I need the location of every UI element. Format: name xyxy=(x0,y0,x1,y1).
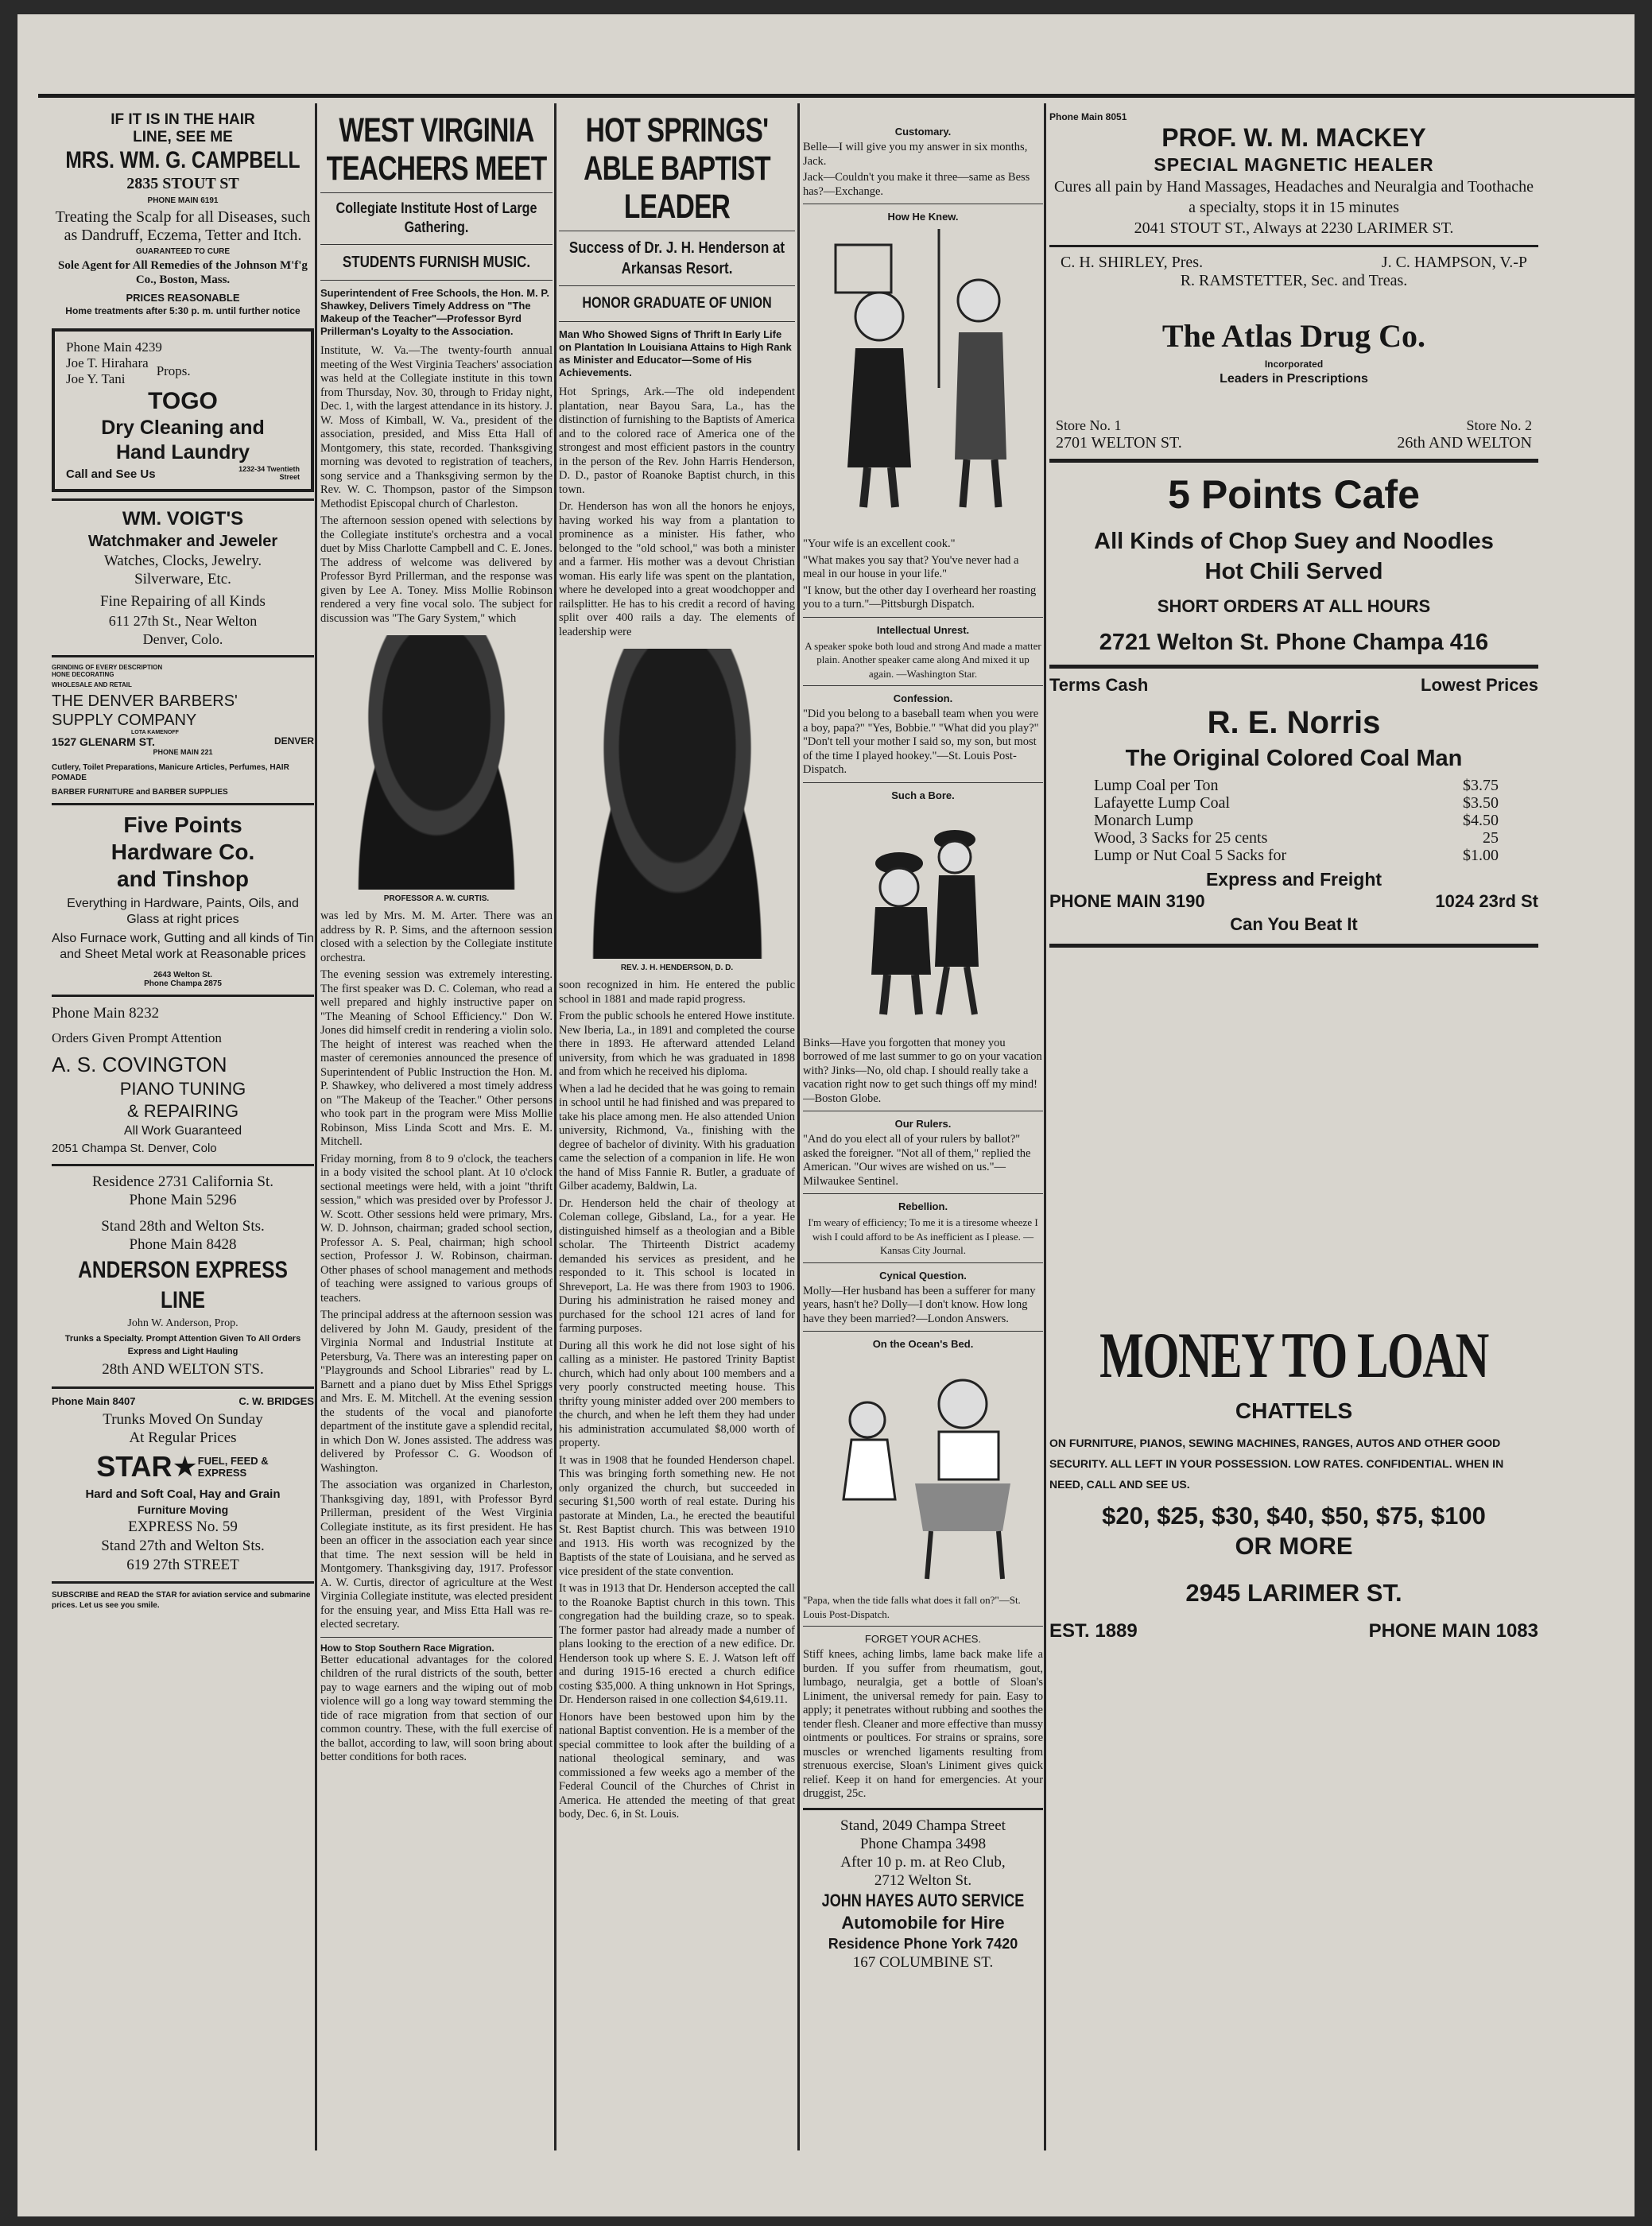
ad-bridges xyxy=(52,1395,314,1575)
ad-line: Watches, Clocks, Jewelry. xyxy=(103,553,262,569)
joke-text: "And do you elect all of your rulers by ballot?" asked the foreigner. "Not all of them," replied the American. "Our wives are wished on us."—Milwaukee Sentinel. xyxy=(803,1133,1031,1188)
article-subhead: How to Stop Southern Race Migration. xyxy=(320,1642,494,1654)
ad-line: Trunks Moved On Sunday xyxy=(103,1411,263,1428)
price-item-price: $4.50 xyxy=(1463,812,1499,829)
ad-address: 2835 STOUT ST xyxy=(126,175,239,192)
ad-body: Also Furnace work, Gutting and all kinds of Tin and Sheet Metal work at Reasonable prices xyxy=(52,932,314,961)
ad-line: 619 27th STREET xyxy=(126,1557,239,1573)
joke-heading: Rebellion. xyxy=(898,1200,948,1212)
ad-body: ON FURNITURE, PIANOS, SEWING MACHINES, RANGES, AUTOS AND OTHER GOOD SECURITY. ALL LEFT IN YOUR POSSESSION. LOW RATES. CONFIDENTIAL. WHEN IN NEED, CALL AND SEE US. xyxy=(1049,1437,1504,1491)
price-row xyxy=(1049,777,1538,794)
ad-atlas xyxy=(1049,254,1538,452)
ad-line: Denver, Colo. xyxy=(142,631,223,647)
joke-heading: On the Ocean's Bed. xyxy=(872,1338,974,1350)
article-summary: Superintendent of Free Schools, the Hon. M. P. Shawkey, Delivers Timely Address on "The Makeup of the Teacher"—Professor Byrd Prillerman's Loyalty to the Association. xyxy=(320,287,549,337)
ad-anderson xyxy=(52,1173,314,1380)
ad-line: HONE DECORATING xyxy=(52,671,114,678)
ad-line: Hot Chili Served xyxy=(1204,559,1383,584)
ad-call: Call and See Us xyxy=(66,467,156,481)
cartoon-image xyxy=(820,808,1026,1030)
ad-title: Watchmaker and Jeweler xyxy=(87,533,278,550)
ad-name: JOHN HAYES AUTO SERVICE xyxy=(821,1890,1025,1910)
ad-proprietor: Joe Y. Tani xyxy=(66,371,126,386)
ad-loan xyxy=(1049,1320,1538,1642)
joke-text: "Did you belong to a baseball team when you were a boy, papa?" "Yes, Bobbie." "What did you play?" "Don't tell your mother I said so, my son, but most of the time I played hookey."—St. Louis Post-Dispatch. xyxy=(803,708,1039,776)
ad-incorporated: Incorporated xyxy=(1264,359,1324,370)
ad-name: A. S. COVINGTON xyxy=(52,1053,227,1076)
ad-line: Silverware, Etc. xyxy=(134,571,231,588)
article-paragraph: Honors have been bestowed upon him by the national Baptist convention. He is a member of the special committee to look after the building of a national theological seminary, and was commissioned a few weeks ago a member of the Federal Council of the Churches of Christ in America. He attended the meeting of that great body, Dec. 6, in St. Louis. xyxy=(559,1710,795,1821)
ad-name: MRS. WM. G. CAMPBELL xyxy=(65,147,301,173)
joke-heading: FORGET YOUR ACHES. xyxy=(864,1633,982,1645)
ad-barbers xyxy=(52,664,314,797)
ad-phone: Phone Main 4239 xyxy=(66,339,162,355)
price-list xyxy=(1049,777,1538,864)
ad-star: STAR xyxy=(96,1450,173,1483)
price-item-name: Lump or Nut Coal 5 Sacks for xyxy=(1094,847,1287,864)
ad-home: Home treatments after 5:30 p. m. until further notice xyxy=(65,305,301,316)
price-item-name: Wood, 3 Sacks for 25 cents xyxy=(1094,829,1268,847)
ad-line: Stand, 2049 Champa Street xyxy=(840,1817,1006,1834)
ad-owner: LOTA KAMENOFF xyxy=(131,730,179,735)
column-ads-right xyxy=(1049,111,1538,2154)
ad-terms: Terms Cash xyxy=(1049,675,1149,695)
article-paragraph: During all this work he did not lose sight of his calling as a minister. He pastored Trinity Baptist church, which had only about 100 members and a very poorly constructed meeting house. This thrifty young minister added over 200 members to the church, and when he left them they had under his administration accumulated $8,000 worth of property. xyxy=(559,1339,795,1449)
price-item-price: $3.75 xyxy=(1463,777,1499,794)
subscribe-notice: SUBSCRIBE and READ the STAR for aviation service and submarine prices. Let us see you smile. xyxy=(52,1591,311,1610)
price-item-price: $1.00 xyxy=(1463,847,1499,864)
ad-body: Cures all pain by Hand Massages, Headaches and Neuralgia and Toothache a specialty, stops it in 15 minutes xyxy=(1053,178,1534,216)
article-paragraph: Friday morning, from 8 to 9 o'clock, the teachers in a body visited the school plant. At 10 o'clock sectional meetings were held, with a joint "thrift session," which was presided over by Professor J. W. Scott. Other sessions held were primary, Mrs. W. D. Johnson, chairman; graded school section, Professor A. S. Peal, chairman; high school section, Professor J. W. Robinson, chairman. Other phases of school management and methods of teaching were assigned to various groups of teachers. xyxy=(320,1152,553,1305)
joke-heading: Our Rulers. xyxy=(894,1118,952,1130)
price-row xyxy=(1049,847,1538,864)
article-deck: Success of Dr. J. H. Henderson at Arkansas Resort. xyxy=(568,239,785,277)
article-summary: Man Who Showed Signs of Thrift In Early Life on Plantation In Louisiana Attains to High Rank as Minister and Educator—Some of His Achievements. xyxy=(559,328,792,378)
ad-line: After 10 p. m. at Reo Club, xyxy=(840,1853,1006,1871)
top-rule xyxy=(38,94,1635,98)
ad-phone: PHONE MAIN 1083 xyxy=(1368,1620,1538,1642)
ad-name: Hardware Co. xyxy=(111,840,255,864)
ad-line: Phone Main 5296 xyxy=(129,1192,237,1208)
ad-line: Residence 2731 California St. xyxy=(92,1173,273,1190)
column-humor xyxy=(803,119,1043,2154)
ad-line: BARBER FURNITURE and BARBER SUPPLIES xyxy=(52,788,228,797)
ad-name: 5 Points Cafe xyxy=(1168,472,1420,517)
article-paragraph: From the public schools he entered Howe institute. New Iberia, La., in 1891 and completed the course there in 1893. He afterward attended Leland university, from which he was graduated in 1898 and from which he received his diploma. xyxy=(559,1010,795,1078)
joke-text: "I know, but the other day I overheard her roasting you to a turn."—Pittsburgh Dispatch. xyxy=(803,584,1037,611)
ad-phone: Phone Main 8232 xyxy=(52,1005,160,1022)
ad-name: Five Points xyxy=(123,812,242,837)
portrait-caption: PROFESSOR A. W. CURTIS. xyxy=(383,894,490,903)
ad-line: Express and Light Hauling xyxy=(127,1347,238,1356)
ad-amounts: $20, $25, $30, $40, $50, $75, $100 xyxy=(1102,1502,1486,1530)
ad-cafe xyxy=(1049,469,1538,658)
ad-norris xyxy=(1049,675,1538,937)
ad-est: EST. 1889 xyxy=(1049,1620,1138,1642)
cartoon-drawing xyxy=(820,1356,1026,1587)
ad-covington xyxy=(52,1003,314,1158)
article-paragraph: When a lad he decided that he was going to remain in school until he had finished and was prepared to take his place among men. He also attended Union university, Richmond, Va., finishing with the degree of bachelor of divinity. With his graduation came the selection of a companion in life. He won the hand of Miss Fannie R. Butler, a graduate of Gilber academy, Baldwin, La. xyxy=(559,1082,795,1192)
article-headline: WEST VIRGINIA TEACHERS MEET xyxy=(326,111,547,188)
ad-line: Hard and Soft Coal, Hay and Grain xyxy=(85,1487,281,1501)
ad-officer: R. RAMSTETTER, Sec. and Treas. xyxy=(1180,272,1408,289)
ad-phone: PHONE MAIN 6191 xyxy=(147,196,219,205)
ad-props: Props. xyxy=(156,363,191,378)
ad-phone: Phone Main 8407 xyxy=(52,1395,136,1407)
article-paragraph: It was in 1913 that Dr. Henderson accepted the call to the Roanoke Baptist church in this town. This congregation had the building craze, so to speak. The former pastor had already made a number of plans looking to the erection of a new edifice. Dr. Henderson took up where S. E. J. Watson left off and during 1915-16 erected a church edifice costing $35,000. A thing unknown in Hot Springs, Dr. Henderson raised in one collection $4,619.11. xyxy=(559,1582,795,1706)
article-west-virginia xyxy=(320,111,553,2154)
ad-city: DENVER xyxy=(273,735,314,747)
article-paragraph: The afternoon session opened with selections by the Collegiate institute's orchestra and a vocal duet by Miss Charlotte Campbell and C. E. Jones. The address of welcome was delivered by Professor Byrd Prillerman, and the response was given by Lee A. Toney. Miss Mollie Robinson rendered a very fine vocal solo. The subject for discussion was "The Gary System," which xyxy=(320,514,553,625)
ad-store-address: 2701 WELTON ST. xyxy=(1056,434,1182,452)
ad-name: TOGO xyxy=(148,388,218,414)
ad-address: 1527 GLENARM ST. xyxy=(52,735,155,748)
ad-line: Orders Given Prompt Attention xyxy=(52,1030,222,1045)
ad-title: MONEY TO LOAN xyxy=(1099,1319,1488,1391)
ad-phone: Phone Main 8051 xyxy=(1049,111,1127,122)
ad-line: CHATTELS xyxy=(1235,1398,1353,1423)
joke-text: Belle—I will give you my answer in six months, Jack. xyxy=(803,141,1028,168)
ad-line: 2712 Welton St. xyxy=(874,1871,972,1889)
ad-store: Store No. 1 xyxy=(1056,417,1122,433)
joke-text: Stiff knees, aching limbs, lame back make life a burden. If you suffer from rheumatism, gout, lumbago, neuralgia, get a bottle of Sloan's Liniment, the universal remedy for pain. Easy to apply; it penetrates without rubbing and soothes the tender flesh. Cleaner and more effective than mussy ointments or poultices. For strains or sprains, sore muscles or wrenched ligaments resulting from strenuous exercise, Sloan's Liniment gives quick relief. Keep it on hand for emergencies. At your druggist, 25c. xyxy=(803,1648,1043,1800)
cartoon-drawing xyxy=(820,229,1026,531)
joke-heading: Intellectual Unrest. xyxy=(876,623,970,636)
ad-name: PROF. W. M. MACKEY xyxy=(1161,123,1426,152)
price-item-name: Monarch Lump xyxy=(1094,812,1193,829)
star-icon: ★ xyxy=(172,1450,198,1483)
ad-line: SHORT ORDERS AT ALL HOURS xyxy=(1157,596,1431,616)
ad-hardware xyxy=(52,812,314,988)
ad-line: Stand 27th and Welton Sts. xyxy=(101,1538,265,1554)
joke-heading: Customary. xyxy=(894,126,952,138)
ad-togo xyxy=(52,328,314,492)
ad-line: Stand 28th and Welton Sts. xyxy=(101,1218,265,1235)
portrait-image xyxy=(337,635,536,890)
article-paragraph: Dr. Henderson has won all the honors he enjoys, having worked his way from a plantation to prominence as a minister. His father, who belonged to the "old school," was both a minister and a farmer. His mother was a devout Christian woman. His early life was spent on the plantation, where he developed into a great woodchopper and railsplitter. He has to his credit a record of having split over 400 rails a day. The elements of leadership were xyxy=(559,500,795,638)
column-rule xyxy=(554,103,556,2150)
ad-line: All Kinds of Chop Suey and Noodles xyxy=(1094,529,1494,554)
ad-proprietor: Joe T. Hirahara xyxy=(66,355,149,370)
article-hot-springs xyxy=(559,111,795,2154)
joke-text: Molly—Her husband has been a sufferer for many years, hasn't he? Dolly—I don't know. How long have they been married?—London Answers. xyxy=(803,1284,1036,1325)
column-ads-left xyxy=(52,111,314,2154)
ad-name: R. E. Norris xyxy=(1207,705,1381,740)
joke-text: "What makes you say that? You've never had a meal in our house in your life." xyxy=(803,553,1019,580)
ad-line: IF IT IS IN THE HAIR xyxy=(111,111,255,128)
cartoon-image xyxy=(820,1356,1026,1587)
joke-heading: Cynical Question. xyxy=(879,1269,967,1282)
ad-line: Dry Cleaning and xyxy=(101,417,265,439)
ad-name: and Tinshop xyxy=(117,867,249,891)
ad-officer: C. H. SHIRLEY, Pres. xyxy=(1061,254,1204,271)
ad-prices: PRICES REASONABLE xyxy=(126,292,240,304)
portrait-image xyxy=(570,649,785,959)
joke-text: "Papa, when the tide falls what does it fall on?"—St. Louis Post-Dispatch. xyxy=(803,1594,1021,1620)
ad-name: The Atlas Drug Co. xyxy=(1161,318,1426,354)
ad-body: Treating the Scalp for all Diseases, such as Dandruff, Eczema, Tetter and Itch. xyxy=(55,208,311,244)
article-deck: HONOR GRADUATE OF UNION xyxy=(582,295,772,312)
ad-line: LINE, SEE ME xyxy=(133,129,233,145)
ad-address: 2945 LARIMER ST. xyxy=(1185,1579,1402,1607)
ad-store-address: 26th AND WELTON xyxy=(1397,434,1532,452)
ad-title: The Original Colored Coal Man xyxy=(1125,746,1463,771)
portrait-caption: REV. J. H. HENDERSON, D. D. xyxy=(620,964,734,972)
ad-line: OR MORE xyxy=(1235,1532,1353,1560)
price-row xyxy=(1049,794,1538,812)
article-paragraph: It was in 1908 that he founded Henderson chapel. This was bringing forth something new. He not only organized the church, but succeeded in securing $1,500 worth of real estate. During his pastorate at Minden, La., he erected the beautiful St. Rest Baptist church. This was between 1910 and 1913. His worth was recognized by the Baptists of the state of Louisiana, and he served as vice president of the state convention. xyxy=(559,1453,795,1578)
joke-text: Jack—Couldn't you make it three—same as Bess has?—Exchange. xyxy=(803,171,1030,198)
ad-line: Hand Laundry xyxy=(115,441,250,463)
joke-heading: Confession. xyxy=(893,692,953,704)
ad-phone: PHONE MAIN 221 xyxy=(153,748,213,756)
ad-name: THE DENVER BARBERS' xyxy=(52,692,238,710)
ad-line: 2721 Welton St. Phone Champa 416 xyxy=(1099,630,1489,655)
ad-title: SPECIAL MAGNETIC HEALER xyxy=(1154,154,1434,175)
ad-line: PIANO TUNING xyxy=(119,1079,246,1099)
cartoon-image xyxy=(820,229,1026,531)
ad-address: 1232-34 Twentieth Street xyxy=(238,465,300,481)
ad-voigt xyxy=(52,507,314,649)
column-rule xyxy=(315,103,317,2150)
ad-agent: Sole Agent for All Remedies of the Johnson M'f'g Co., Boston, Mass. xyxy=(58,259,308,286)
ad-line: Phone Main 8428 xyxy=(129,1236,237,1253)
ad-address: 167 COLUMBINE ST. xyxy=(852,1953,994,1971)
article-paragraph: Dr. Henderson held the chair of theology at Coleman college, Gibsland, La., for a year. He distinguished himself as a theologian and a Bible scholar. The Thirteenth District academy demanded his services as president, and he responded to it. This school is located in Shreveport, La. He was there from 1903 to 1906. During his administration he raised money and purchased for the school 121 acres of land for farming purposes. xyxy=(559,1196,795,1335)
ad-prop: John W. Anderson, Prop. xyxy=(127,1317,238,1329)
article-deck: STUDENTS FURNISH MUSIC. xyxy=(342,254,531,271)
price-row xyxy=(1049,812,1538,829)
ad-mackey xyxy=(1049,111,1538,238)
ad-address: 2643 Welton St. xyxy=(153,971,212,979)
ad-name: C. W. BRIDGES xyxy=(238,1395,314,1407)
ad-prices: Lowest Prices xyxy=(1421,675,1538,695)
ad-body: Everything in Hardware, Paints, Oils, and Glass at right prices xyxy=(67,897,299,926)
ad-campbell xyxy=(52,111,314,317)
joke-heading: How He Knew. xyxy=(887,211,959,223)
ad-line: At Regular Prices xyxy=(129,1429,237,1446)
ad-hayes xyxy=(803,1817,1043,1972)
article-deck: Collegiate Institute Host of Large Gathering. xyxy=(335,200,537,236)
ad-officer: J. C. HAMPSON, V.-P xyxy=(1381,254,1527,271)
ad-line: GRINDING OF EVERY DESCRIPTION xyxy=(52,664,163,671)
ad-phone: Phone Champa 3498 xyxy=(859,1835,987,1852)
joke-text: Binks—Have you forgotten that money you borrowed of me last summer to go on your vacation with? Jinks—No, old chap. I should really take a vacation right now to get such things off my mind!—Boston Globe. xyxy=(803,1036,1042,1105)
ad-line: Can You Beat It xyxy=(1230,914,1358,934)
column-rule xyxy=(797,103,800,2150)
joke-heading: Such a Bore. xyxy=(891,789,955,801)
ad-line: Trunks a Specialty. Prompt Attention Given To All Orders xyxy=(64,1334,301,1344)
ad-line: Cutlery, Toilet Preparations, Manicure Articles, Perfumes, HAIR POMADE xyxy=(52,763,289,782)
ad-address: 2041 STOUT ST., Always at 2230 LARIMER ST. xyxy=(1134,219,1454,237)
article-paragraph: Better educational advantages for the colored children of the rural districts of the south, better pay to wage earners and the wiping out of mob violence will go a long way toward stemming the tide of race migration from that section of our common country. These, with the full exercise of the ballot, according to law, will soon bring about better conditions for both races. xyxy=(320,1653,553,1763)
ad-line: EXPRESS No. 59 xyxy=(128,1518,238,1535)
article-paragraph: soon recognized in him. He entered the public school in 1881 and made rapid progress. xyxy=(559,979,795,1006)
ad-line: Express and Freight xyxy=(1205,869,1382,890)
ad-line: & REPAIRING xyxy=(126,1101,239,1121)
ad-address: 2051 Champa St. Denver, Colo xyxy=(52,1142,217,1155)
column-rule xyxy=(1044,103,1046,2150)
ad-line: Furniture Moving xyxy=(137,1503,229,1516)
ad-phone: Phone Champa 2875 xyxy=(144,979,222,988)
ad-name: SUPPLY COMPANY xyxy=(52,712,197,729)
price-item-price: $3.50 xyxy=(1463,794,1499,812)
ad-line: All Work Guaranteed xyxy=(123,1124,242,1138)
ad-line: Residence Phone York 7420 xyxy=(828,1935,1018,1952)
joke-text: I'm weary of efficiency; To me it is a tiresome wheeze I wish I could afford to be As inefficient as I please. —Kansas City Journal. xyxy=(808,1216,1038,1256)
price-item-name: Lump Coal per Ton xyxy=(1094,777,1219,794)
ad-guarantee: GUARANTEED TO CURE xyxy=(135,247,231,256)
ad-line: WHOLESALE AND RETAIL xyxy=(52,681,132,688)
ad-name: WM. VOIGT'S xyxy=(122,508,244,529)
price-row xyxy=(1049,829,1538,847)
joke-text: A speaker spoke both loud and strong And made a matter plain. Another speaker came along And mixed it up again. —Washington Star. xyxy=(805,639,1041,680)
ad-store: Store No. 2 xyxy=(1466,417,1532,433)
ad-line: 28th AND WELTON STS. xyxy=(102,1361,264,1378)
joke-text: "Your wife is an excellent cook." xyxy=(803,537,956,550)
article-paragraph: The evening session was extremely interesting. The first speaker was D. C. Coleman, who read a well prepared and highly instructive paper on "The Meaning of School Efficiency." Don W. Jones did himself credit in rendering a violin solo. The height of interest was reached when the master of ceremonies announced the presence of Superintendent of Public Instruction the Hon. M. P. Shawkey, who delivered a most timely address on "The Makeup of the Teacher." Other persons who took part in the program were Miss Mollie Robinson, Miss Linda Scott and Mrs. E. M. Mitchell. xyxy=(320,968,553,1148)
ad-name: ANDERSON EXPRESS LINE xyxy=(78,1257,288,1313)
article-paragraph: Hot Springs, Ark.—The old independent plantation, near Bayou Sara, La., has the distinction of furnishing to the Baptists of America and to the colored race of America one of the strongest and most efficient pastors in the country in the person of the Rev. John Harris Henderson, D. D., pastor of Roanoke Baptist church, in this town. xyxy=(559,386,795,496)
ad-address: 1024 23rd St xyxy=(1435,891,1538,911)
price-item-name: Lafayette Lump Coal xyxy=(1094,794,1231,812)
ad-fuel: FUEL, FEED & EXPRESS xyxy=(197,1455,269,1479)
ad-line: 611 27th St., Near Welton xyxy=(108,613,258,629)
ad-line: Fine Repairing of all Kinds xyxy=(100,593,266,610)
article-paragraph: The principal address at the afternoon session was delivered by John M. Gaudy, president of the Virginia Normal and Industrial Institute at Petersburg, Va. There was an interesting paper on "Playgrounds and School Libraries" read by L. Barnett and a piano duet by Miss Ethel Spriggs and Mrs. E. M. Mitchell. At the evening session the students of the vocal and pianoforte department of the institute gave a splendid recital, in which Don W. Jones assisted. The address was delivered by Professor C. G. Woodson of Washington. xyxy=(320,1309,553,1475)
article-paragraph: The association was organized in Charleston, Thanksgiving day, 1891, with Professor Byrd Prillerman, president of the West Virginia Collegiate institute, as its first president. He has been an officer in the association each year since that time. The next session will be held in Montgomery. Thanksgiving day, 1917. Professor A. W. Curtis, director of agriculture at the West Virginia Collegiate institute, was elected president for the ensuing year, and Miss Etta Hall was re-elected secretary. xyxy=(320,1479,553,1631)
ad-line: Automobile for Hire xyxy=(841,1912,1005,1933)
price-item-price: 25 xyxy=(1483,829,1499,847)
cartoon-drawing xyxy=(820,808,1026,1030)
ad-tagline: Leaders in Prescriptions xyxy=(1220,372,1368,386)
article-paragraph: Institute, W. Va.—The twenty-fourth annual meeting of the West Virginia Teachers' association was held at the Collegiate institute in this town from Thursday, Nov. 30, through to Friday night, Dec. 1, with the largest attendance in its history. J. W. Moss of Kimball, W. Va., president of the association, presided, and Miss Etta Hall of Montgomery, this state, recorded. Thanksgiving morning was devoted to registration of teachers, song service and a Thanksgiving sermon by the Rev. W. C. Thompson, pastor of the Simpson Methodist Episcopal church of Charleston. xyxy=(320,344,553,510)
article-headline: HOT SPRINGS' ABLE BAPTIST LEADER xyxy=(584,111,770,226)
ad-phone: PHONE MAIN 3190 xyxy=(1049,891,1205,911)
article-paragraph: was led by Mrs. M. M. Arter. There was an address by R. P. Sims, and the afternoon session closed with a selection by the Collegiate institute orchestra. xyxy=(320,909,553,964)
